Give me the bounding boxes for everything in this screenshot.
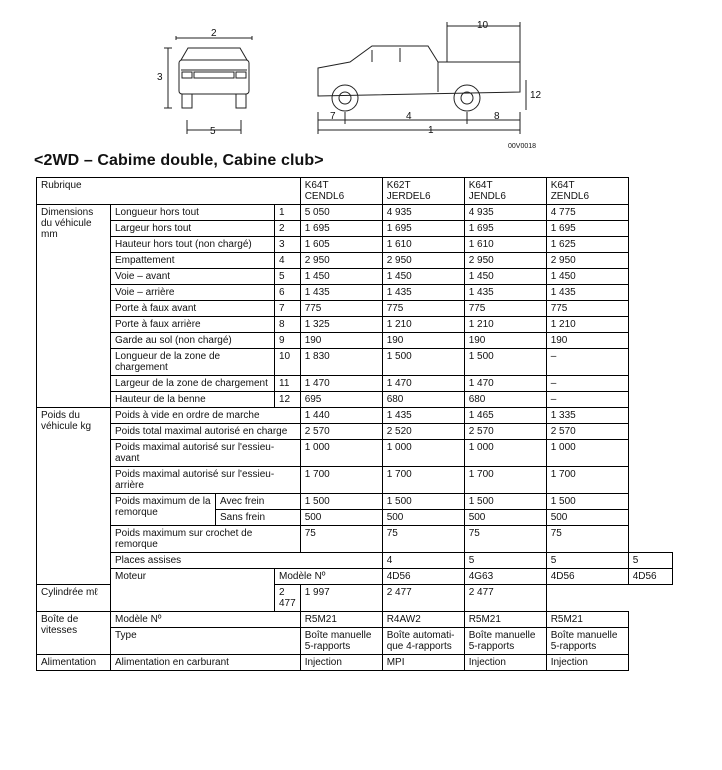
table-row	[37, 392, 673, 408]
table-cell: CENDL6	[304, 191, 345, 202]
table-row	[37, 269, 673, 285]
table-cell: 1 700	[546, 467, 628, 494]
remorque-label: Poids maximum de la remorque	[111, 494, 216, 525]
table-cell: 1 465	[464, 408, 546, 424]
table-cell: 2 477	[382, 585, 464, 612]
table-row	[37, 301, 673, 317]
table-cell: 775	[382, 301, 464, 317]
table-row	[37, 317, 673, 333]
table-cell: Hauteur hors tout (non chargé)	[111, 237, 275, 253]
front-label-width: 2	[211, 28, 217, 39]
table-cell: MPI	[382, 655, 464, 671]
table-row	[37, 424, 673, 440]
group-poids: Poids du véhicule kg	[37, 408, 111, 585]
table-cell: 4	[275, 253, 301, 269]
table-cell: 190	[300, 333, 382, 349]
diagram-code: 00V0018	[508, 143, 537, 150]
table-cell: 1 500	[383, 494, 464, 510]
table-cell: 75	[464, 526, 546, 553]
table-cell: Porte à faux arrière	[111, 317, 275, 333]
group-dimensions: Dimensions du véhicule mm	[37, 205, 111, 408]
table-cell: 2 570	[464, 424, 546, 440]
table-cell: 1 605	[300, 237, 382, 253]
table-cell: 2 950	[546, 253, 628, 269]
table-cell: 1 450	[382, 269, 464, 285]
table-cell: R5M21	[300, 612, 382, 628]
section-title: <2WD – Cabime double, Cabine club>	[34, 152, 324, 169]
table-cell: 4D56	[382, 569, 464, 585]
table-cell: R5M21	[546, 612, 628, 628]
table-cell: 1 695	[546, 221, 628, 237]
table-cell: 190	[546, 333, 628, 349]
table-cell: 4D56	[546, 569, 628, 585]
table-cell: 500	[304, 512, 322, 523]
table-cell: 1 450	[300, 269, 382, 285]
table-cell: Cylindrée mℓ	[37, 585, 275, 612]
table-cell: 75	[300, 526, 382, 553]
table-row	[37, 349, 673, 376]
table-cell: –	[546, 349, 628, 376]
table-cell: 1 435	[382, 408, 464, 424]
table-cell: 1 435	[300, 285, 382, 301]
table-cell: –	[546, 392, 628, 408]
table-cell: 6	[275, 285, 301, 301]
table-cell: 2 950	[300, 253, 382, 269]
table-cell: Boîte manuelle 5-rapports	[464, 628, 546, 655]
table-cell: 12	[275, 392, 301, 408]
table-cell: Injection	[464, 655, 546, 671]
table-cell: 11	[275, 376, 301, 392]
table-cell: 1	[275, 205, 301, 221]
table-cell: 2 570	[300, 424, 382, 440]
front-label-track: 5	[210, 126, 216, 137]
table-cell: Modèle Nº	[275, 569, 383, 585]
front-label-height: 3	[157, 72, 163, 83]
front-view-drawing	[164, 36, 252, 134]
table-cell: 1 450	[546, 269, 628, 285]
table-cell: 1 997	[300, 585, 382, 612]
table-cell: JENDL6	[468, 191, 506, 202]
table-cell: 2	[275, 221, 301, 237]
table-cell: 2 570	[546, 424, 628, 440]
table-cell: 5	[275, 269, 301, 285]
table-row	[37, 655, 673, 671]
table-cell: R4AW2	[382, 612, 464, 628]
group-moteur: Moteur	[111, 569, 275, 612]
table-row	[37, 253, 673, 269]
table-cell: 1 470	[464, 376, 546, 392]
table-cell: 1 000	[546, 440, 628, 467]
sans-frein-label: Sans frein	[220, 512, 266, 523]
table-cell: 10	[275, 349, 301, 376]
side-label-7: 7	[330, 111, 336, 122]
table-cell: 4D56	[628, 569, 672, 585]
table-row	[37, 237, 673, 253]
header-model	[300, 178, 382, 205]
table-cell: Alimentation en carburant	[111, 655, 301, 671]
table-cell: 1 435	[382, 285, 464, 301]
side-label-1: 1	[428, 125, 434, 136]
table-cell: 75	[382, 526, 464, 553]
table-cell: Longueur de la zone de chargement	[111, 349, 275, 376]
table-cell: 680	[464, 392, 546, 408]
table-cell: 500	[550, 512, 568, 523]
table-row	[37, 553, 673, 569]
table-cell: 4 775	[546, 205, 628, 221]
table-cell: Largeur de la zone de chargement	[111, 376, 275, 392]
table-row	[37, 376, 673, 392]
table-cell: 1 470	[382, 376, 464, 392]
table-cell: Largeur hors tout	[111, 221, 275, 237]
table-cell: 2 477	[464, 585, 546, 612]
table-cell: R5M21	[464, 612, 546, 628]
table-cell: K64T	[304, 180, 329, 191]
table-cell: Poids total maximal autorisé en charge	[111, 424, 301, 440]
vehicle-dimension-diagram	[0, 0, 722, 152]
table-cell: 9	[275, 333, 301, 349]
table-cell: Empattement	[111, 253, 275, 269]
table-cell: Poids à vide en ordre de marche	[111, 408, 301, 424]
table-cell: 1 700	[464, 467, 546, 494]
table-cell: Garde au sol (non chargé)	[111, 333, 275, 349]
avec-frein-label: Avec frein	[216, 494, 300, 510]
table-cell: 190	[464, 333, 546, 349]
table-row	[37, 526, 673, 553]
table-row	[37, 612, 673, 628]
table-cell: 5	[464, 553, 546, 569]
table-cell: 1 610	[464, 237, 546, 253]
table-cell: 4G63	[464, 569, 546, 585]
table-cell: 1 435	[546, 285, 628, 301]
table-cell: 1 625	[546, 237, 628, 253]
table-cell: 1 000	[300, 440, 382, 467]
header-rubrique: Rubrique	[37, 178, 301, 205]
header-model	[464, 178, 546, 205]
table-cell: 1 470	[300, 376, 382, 392]
table-cell: Poids maximum sur crochet de remorque	[111, 526, 301, 553]
table-header-row	[37, 178, 673, 205]
table-cell: 5 050	[300, 205, 382, 221]
table-cell: K64T	[468, 180, 493, 191]
table-cell: 5	[628, 553, 672, 569]
table-cell: Poids maximal autorisé sur l'essieu-arrière	[111, 467, 301, 494]
table-cell: 4	[382, 553, 464, 569]
table-cell: 190	[382, 333, 464, 349]
table-cell: 1 500	[464, 349, 546, 376]
table-cell: 3	[275, 237, 301, 253]
table-cell: 1 210	[382, 317, 464, 333]
table-cell: 1 000	[382, 440, 464, 467]
table-cell: Boîte automati-que 4-rapports	[382, 628, 464, 655]
table-cell: Longueur hors tout	[111, 205, 275, 221]
table-cell: 500	[386, 512, 404, 523]
group-boite: Boîte de vitesses	[37, 612, 111, 655]
table-cell: 1 210	[546, 317, 628, 333]
table-cell: 775	[546, 301, 628, 317]
group-places: Places assises	[111, 553, 383, 569]
header-model	[382, 178, 464, 205]
table-cell: Hauteur de la benne	[111, 392, 275, 408]
table-row	[37, 585, 673, 612]
table-cell: 1 440	[300, 408, 382, 424]
table-cell: 2 950	[464, 253, 546, 269]
table-cell: 695	[300, 392, 382, 408]
side-label-8: 8	[494, 111, 500, 122]
table-cell: 1 335	[546, 408, 628, 424]
table-cell: 500	[468, 512, 486, 523]
table-cell: 4 935	[464, 205, 546, 221]
side-label-12: 12	[530, 90, 542, 101]
group-alimentation: Alimentation	[37, 655, 111, 671]
table-cell: 1 695	[464, 221, 546, 237]
table-cell: Voie – avant	[111, 269, 275, 285]
table-cell: Poids maximal autorisé sur l'essieu-avant	[111, 440, 301, 467]
table-cell: K64T	[550, 180, 575, 191]
table-cell: 1 000	[464, 440, 546, 467]
table-row	[37, 494, 673, 526]
table-cell: 1 450	[464, 269, 546, 285]
side-label-10: 10	[477, 20, 489, 31]
table-row	[37, 221, 673, 237]
table-cell: 1 610	[382, 237, 464, 253]
side-label-4: 4	[406, 111, 412, 122]
spec-table	[36, 177, 673, 671]
table-cell: 1 210	[464, 317, 546, 333]
table-cell: 1 500	[547, 494, 628, 510]
table-cell: 1 500	[465, 494, 546, 510]
table-cell: Boîte manuelle 5-rapports	[300, 628, 382, 655]
table-cell: Type	[111, 628, 301, 655]
table-cell: 1 695	[300, 221, 382, 237]
table-cell: 1 695	[382, 221, 464, 237]
table-cell: K62T	[386, 180, 411, 191]
table-cell: Injection	[300, 655, 382, 671]
table-row	[37, 408, 673, 424]
table-cell: Boîte manuelle 5-rapports	[546, 628, 628, 655]
header-model	[546, 178, 628, 205]
table-row	[37, 628, 673, 655]
table-cell: 5	[546, 553, 628, 569]
table-cell: 1 700	[382, 467, 464, 494]
table-cell: 775	[464, 301, 546, 317]
table-row	[37, 205, 673, 221]
table-cell: ZENDL6	[550, 191, 590, 202]
table-cell: 2 520	[382, 424, 464, 440]
table-cell: Modèle Nº	[111, 612, 301, 628]
table-cell: Injection	[546, 655, 628, 671]
table-cell: Voie – arrière	[111, 285, 275, 301]
table-row	[37, 440, 673, 467]
table-cell: 8	[275, 317, 301, 333]
table-cell: 1 500	[301, 494, 382, 510]
table-cell: 7	[275, 301, 301, 317]
table-cell: 1 325	[300, 317, 382, 333]
table-cell: 2 477	[275, 585, 301, 612]
table-cell: –	[546, 376, 628, 392]
table-cell: 2 950	[382, 253, 464, 269]
table-row	[37, 285, 673, 301]
table-cell: 75	[546, 526, 628, 553]
table-row	[37, 333, 673, 349]
table-row	[37, 467, 673, 494]
table-cell: 775	[300, 301, 382, 317]
table-cell: 1 435	[464, 285, 546, 301]
table-cell: 1 500	[382, 349, 464, 376]
table-cell: JERDEL6	[386, 191, 431, 202]
table-cell: 4 935	[382, 205, 464, 221]
table-cell: 1 700	[300, 467, 382, 494]
table-row	[37, 569, 673, 585]
table-cell: 1 830	[300, 349, 382, 376]
table-cell: 680	[382, 392, 464, 408]
table-cell: Porte à faux avant	[111, 301, 275, 317]
